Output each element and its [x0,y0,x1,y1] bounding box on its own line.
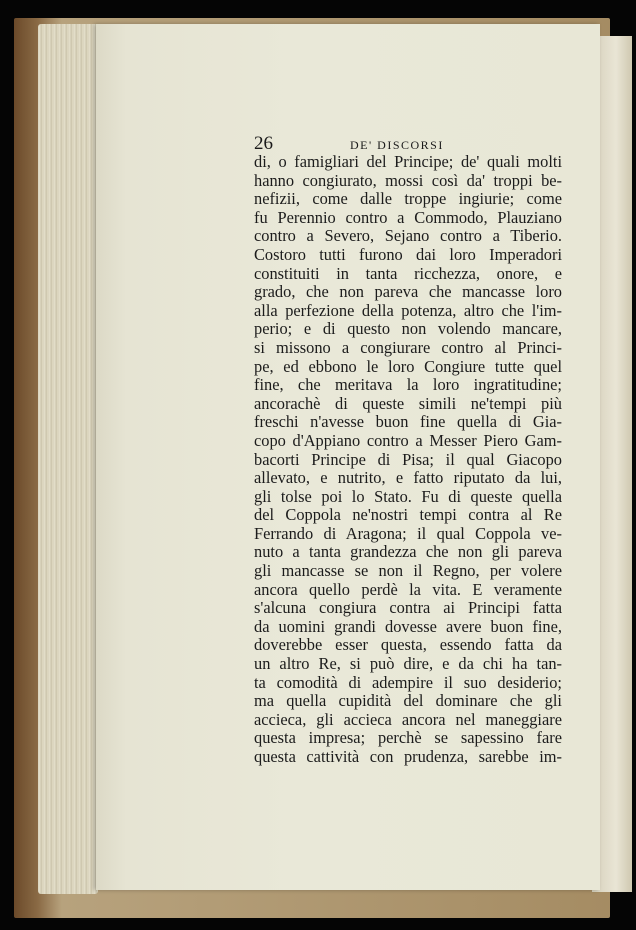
running-head: DE' DISCORSI [350,138,444,152]
text-line: grado, che non pareva che mancasse loro [254,283,562,302]
page-number: 26 [254,133,273,154]
text-line: di, o famigliari del Principe; de' quali molti [254,153,562,171]
text-line: fu Perennio contro a Commodo, Plauziano [254,208,562,227]
text-line: gli tolse poi lo Stato. Fu di queste quella [254,487,562,506]
text-line: accieca, gli accieca ancora nel maneggiare [254,710,562,729]
text-line: questa cattività con prudenza, sarebbe im- [254,748,562,766]
text-line: alla perfezione della potenza, altro che l'im- [254,301,562,320]
text-line: constituiti in tanta ricchezza, onore, e [254,264,562,283]
text-line: ma quella cupidità del dominare che gli [254,692,562,711]
text-line: bacorti Principe di Pisa; il qual Giacopo [254,450,562,469]
text-line: allevato, e nutrito, e fatto riputato da lui, [254,469,562,488]
text-line: s'alcuna congiura contra ai Principi fatta [254,599,562,618]
text-line: hanno congiurato, mossi così da' troppi be- [254,171,562,190]
text-line: perio; e di questo non volendo mancare, [254,320,562,339]
text-line: pe, ed ebbono le loro Congiure tutte quel [254,357,562,376]
text-line: Ferrando di Aragona; il qual Coppola ve- [254,524,562,543]
text-line: un altro Re, si può dire, e da chi ha tan- [254,655,562,674]
text-line: contro a Severo, Sejano contro a Tiberio. [254,227,562,246]
text-line: ta comodità di adempire il suo desiderio; [254,673,562,692]
text-line: questa impresa; perchè se sapessino fare [254,729,562,748]
text-line: Costoro tutti furono dai loro Imperadori [254,245,562,264]
text-line: ancora quello perdè la vita. E veramente [254,580,562,599]
text-line: da uomini grandi dovesse avere buon fine, [254,617,562,636]
page-stack-edge [38,24,98,894]
text-line: nefizii, come dalle troppe ingiurie; come [254,190,562,209]
text-line: fine, che meritava la loro ingratitudine; [254,376,562,395]
body-text [254,153,562,767]
text-line: doverebbe esser questa, essendo fatta da [254,636,562,655]
text-line: copo d'Appiano contro a Messer Piero Gam- [254,431,562,450]
text-line: ancorachè di queste simili ne'tempi più [254,394,562,413]
text-line: del Coppola ne'nostri tempi contra al Re [254,506,562,525]
text-line: freschi n'avesse buon fine quella di Gia- [254,413,562,432]
text-line: nuto a tanta grandezza che non gli pareva [254,543,562,562]
text-line: gli mancasse se non il Regno, per volere [254,562,562,581]
text-line: si missono a congiurare contro al Princi- [254,338,562,357]
